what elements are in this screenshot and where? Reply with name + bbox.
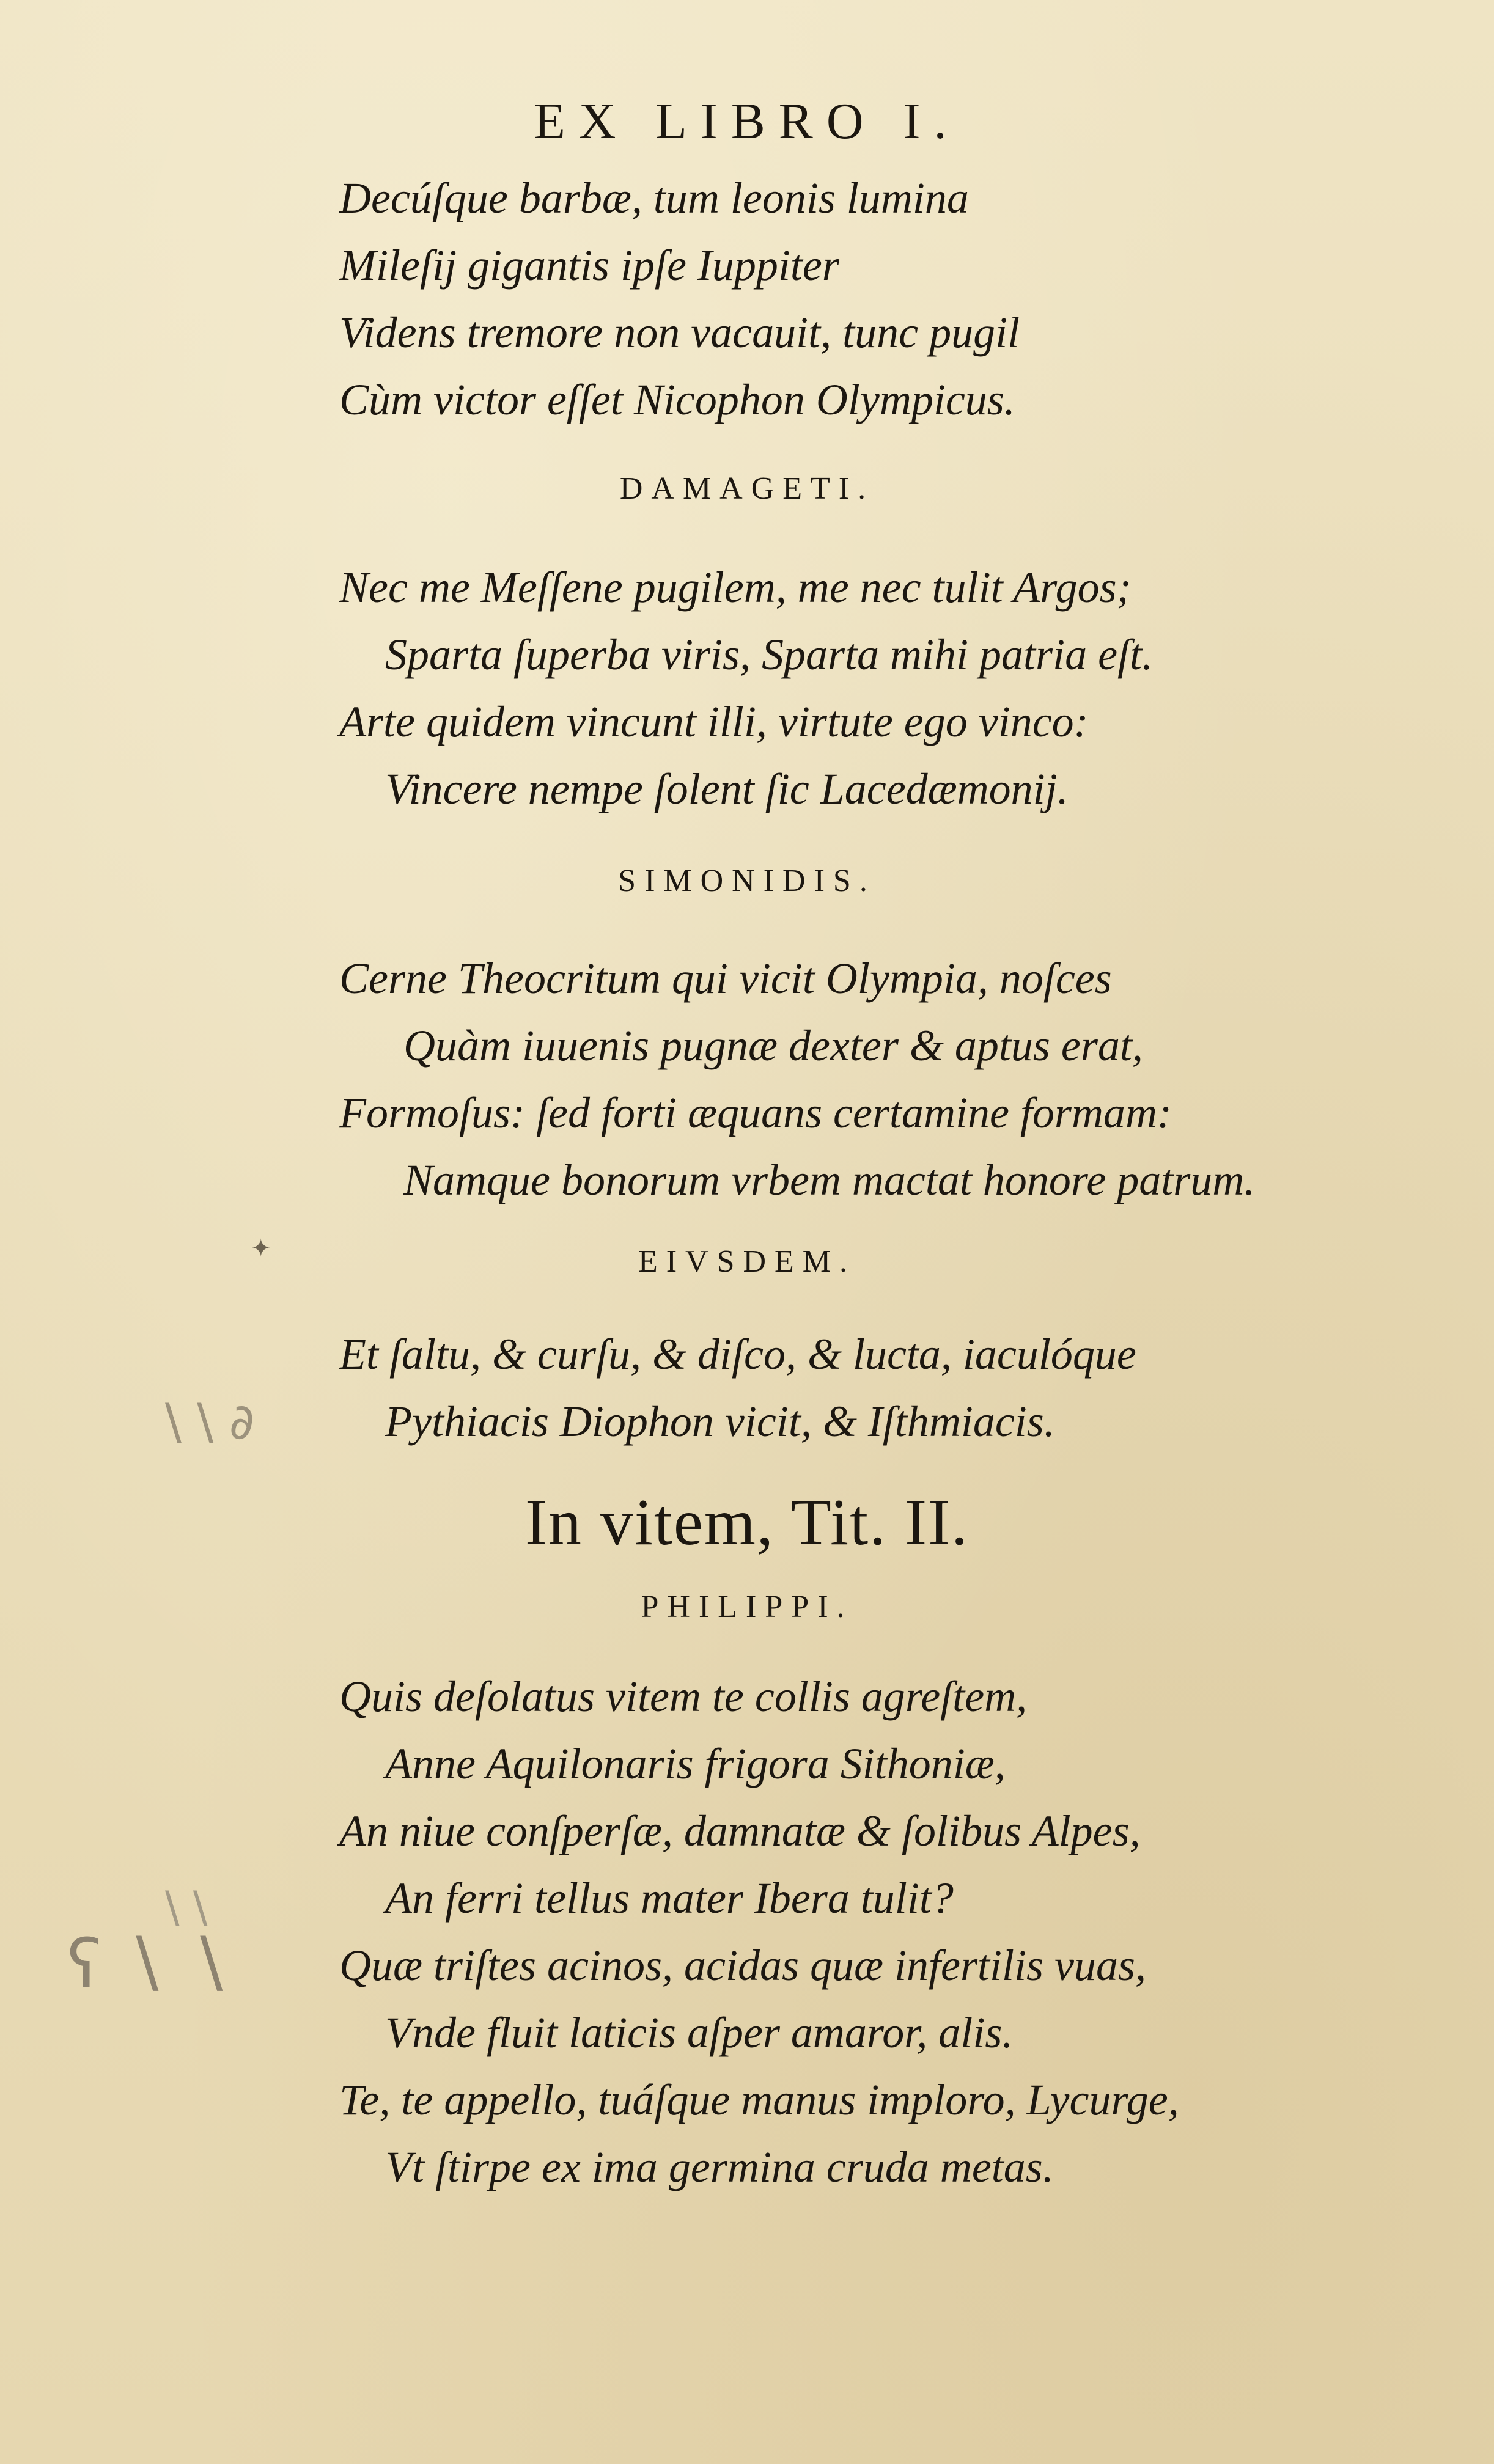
- verse-line: Decúſque barbæ, tum leonis lumina: [339, 174, 969, 222]
- verse-line: Namque bonorum vrbem mactat honore patrum.: [403, 1156, 1256, 1204]
- verse-line: Quis deſolatus vitem te collis agreſtem,: [339, 1672, 1028, 1721]
- verse-line: Et ſaltu, & curſu, & diſco, & lucta, iaculóque: [339, 1330, 1136, 1379]
- margin-mark: ✦: [251, 1234, 271, 1263]
- verse-line: Arte quidem vincunt illi, virtute ego vinco:: [339, 697, 1089, 746]
- verse-line: Quàm iuuenis pugnæ dexter & aptus erat,: [403, 1021, 1143, 1070]
- verse-line: Vt ſtirpe ex ima germina cruda metas.: [385, 2143, 1054, 2191]
- running-head: EX LIBRO I.: [534, 93, 960, 150]
- verse-line: Vnde fluit laticis aſper amaror, alis.: [385, 2008, 1014, 2057]
- verse-line: Cùm victor eſſet Nicophon Olympicus.: [339, 375, 1015, 424]
- poem-title: EIVSDEM.: [638, 1244, 856, 1279]
- verse-line: Cerne Theocritum qui vicit Olympia, noſces: [339, 954, 1112, 1003]
- verse-line: Nec me Meſſene pugilem, me nec tulit Argos;: [339, 563, 1132, 612]
- poem-title: DAMAGETI.: [619, 471, 875, 506]
- verse-line: Vincere nempe ſolent ſic Lacedæmonij.: [385, 765, 1069, 813]
- poem-title: SIMONIDIS.: [618, 864, 876, 898]
- poem-title: PHILIPPI.: [641, 1590, 853, 1624]
- margin-mark: ʕ ∖ ∖: [67, 1925, 230, 2003]
- verse-line: Sparta ſuperba viris, Sparta mihi patria eſt.: [385, 630, 1154, 679]
- verse-line: Pythiacis Diophon vicit, & Iſthmiacis.: [385, 1397, 1055, 1446]
- margin-mark: \ \: [165, 1882, 208, 1932]
- verse-line: Formoſus: ſed forti æquans certamine formam:: [339, 1088, 1172, 1137]
- section-heading: In vitem, Tit. II.: [524, 1486, 970, 1559]
- verse-line: Te, te appello, tuáſque manus imploro, Lycurge,: [339, 2075, 1179, 2124]
- verse-line: An ferri tellus mater Ibera tulit?: [385, 1874, 954, 1923]
- verse-line: Mileſij gigantis ipſe Iuppiter: [339, 241, 839, 290]
- verse-line: Quæ triſtes acinos, acidas quæ infertilis vuas,: [339, 1941, 1147, 1990]
- verse-line: An niue conſperſæ, damnatæ & ſolibus Alpes,: [339, 1806, 1141, 1855]
- margin-mark: \ \ ∂: [165, 1393, 255, 1450]
- verse-line: Videns tremore non vacauit, tunc pugil: [339, 308, 1020, 357]
- verse-line: Anne Aquilonaris frigora Sithoniæ,: [385, 1739, 1006, 1788]
